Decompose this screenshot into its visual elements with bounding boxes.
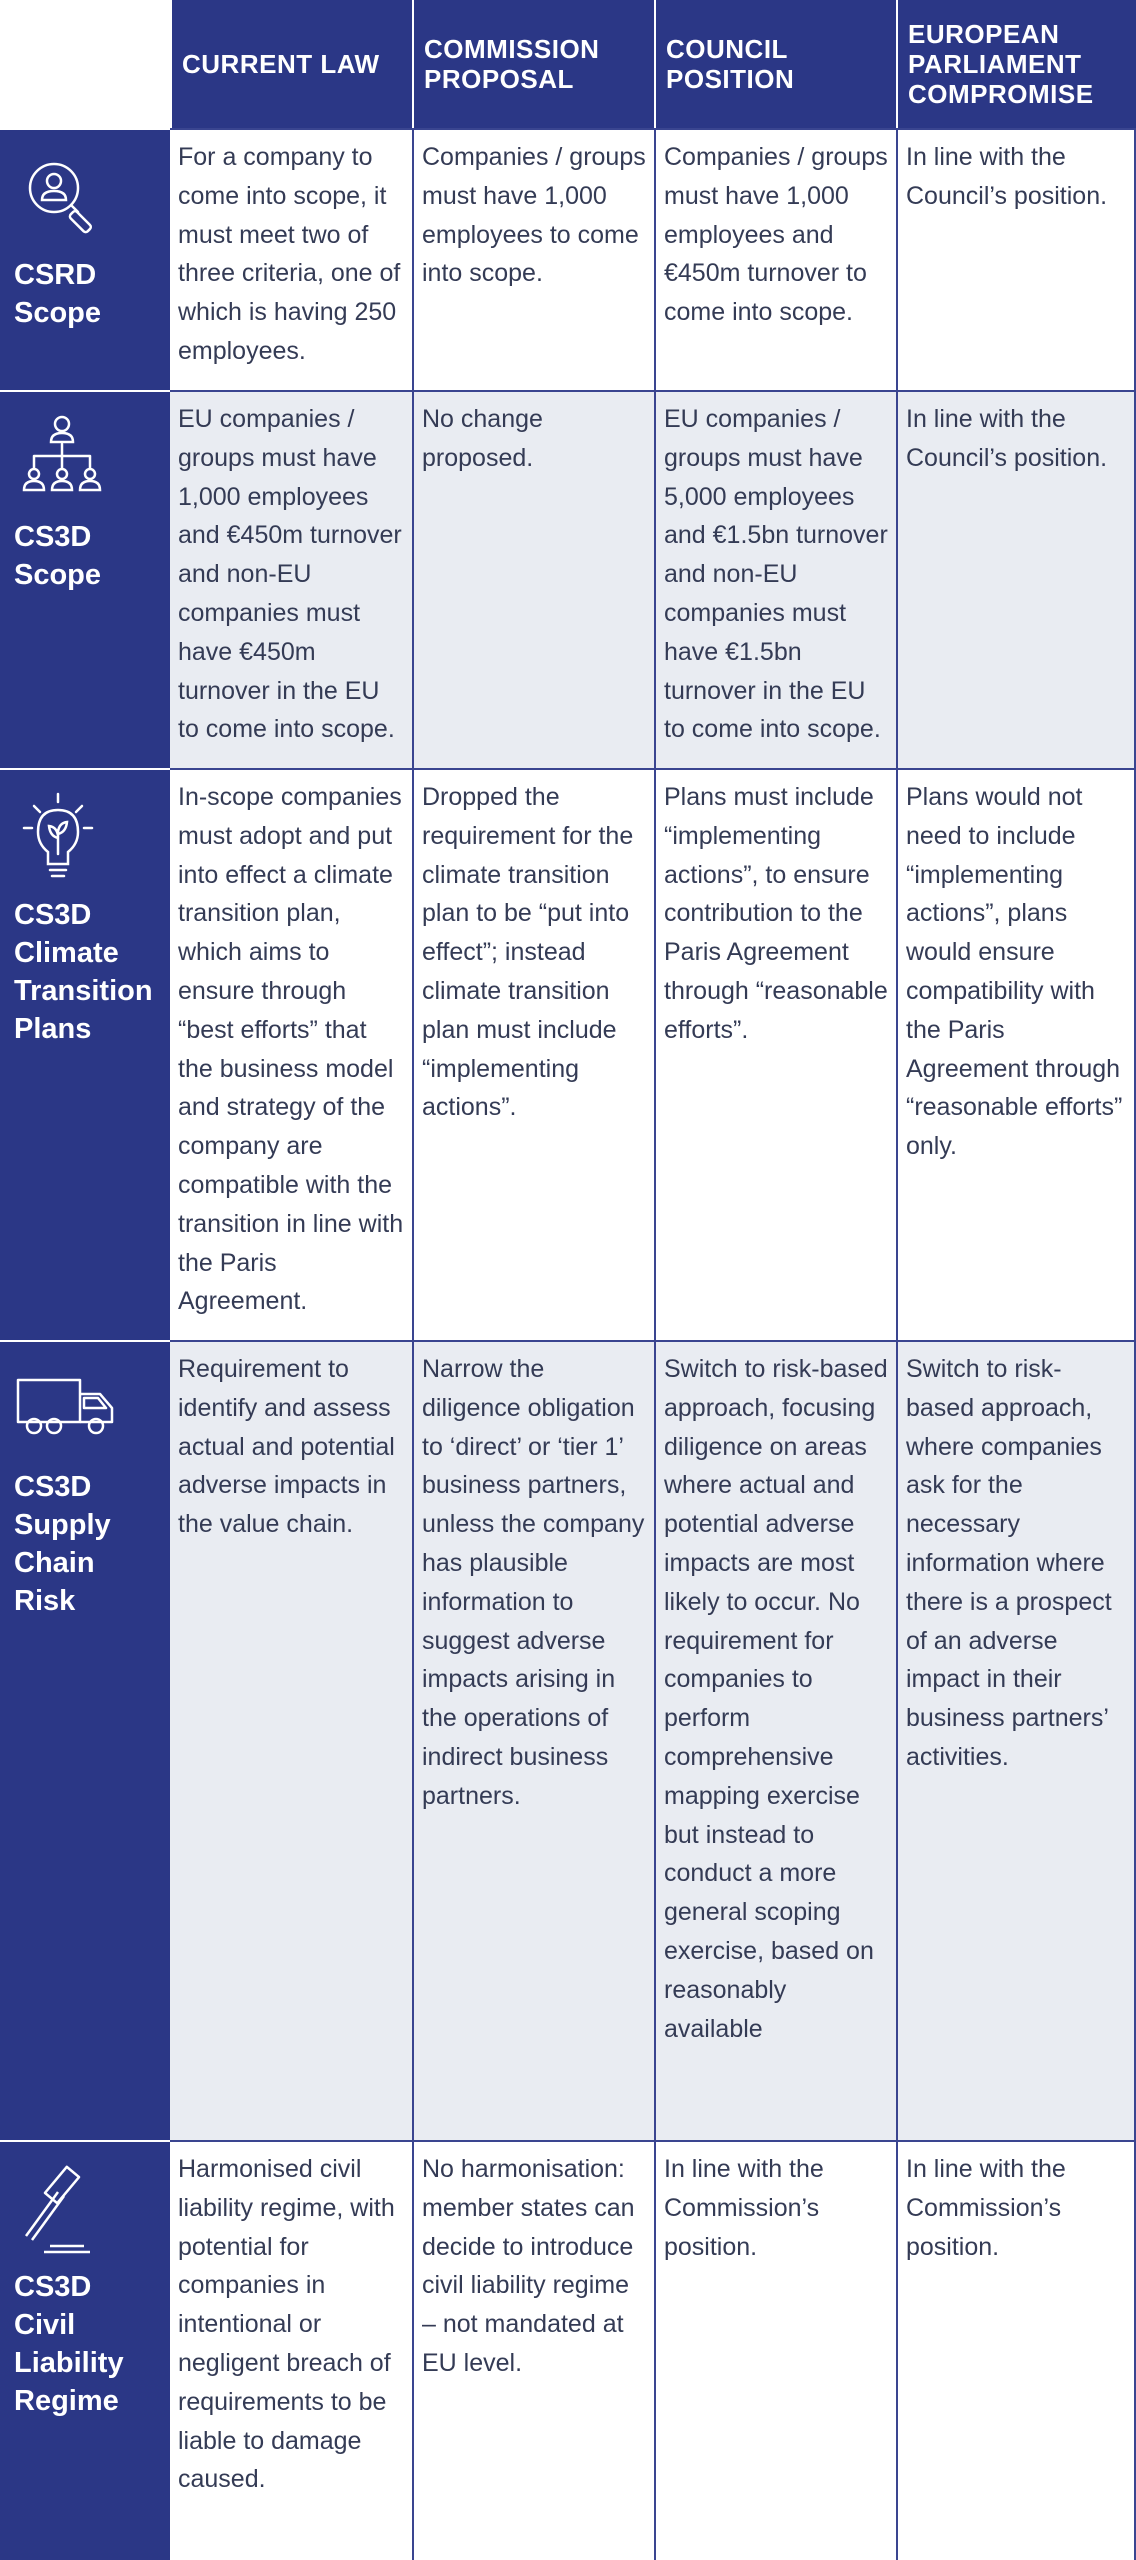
lightbulb-plant-icon: [14, 790, 114, 890]
row-label: CS3D Scope: [14, 521, 102, 591]
cell-commission-proposal: Narrow the diligence obligation to ‘direct’ or ‘tier 1’ business partners, unless the company has plausible information to suggest adverse impacts arising in the operations of indirect business partners.: [412, 1340, 654, 2140]
cell-commission-proposal: No harmonisation: member states can decide to introduce civil liability regime – not mandated at EU level.: [412, 2140, 654, 2560]
cell-parliament-compromise: Plans would not need to include “implementing actions”, plans would ensure compatibility with the Paris Agreement through “reasonable efforts” only.: [896, 768, 1136, 1340]
row-label: CS3D Climate Transition Plans: [14, 899, 153, 1045]
header-council-position: COUNCIL POSITION: [654, 0, 896, 128]
gavel-icon: [14, 2162, 114, 2262]
org-chart-icon: [14, 412, 114, 512]
row-header-supply-chain-risk: [0, 1340, 170, 2140]
cell-commission-proposal: Companies / groups must have 1,000 employees to come into scope.: [412, 128, 654, 390]
row-header-csrd-scope: [0, 128, 170, 390]
cell-council-position: EU companies / groups must have 5,000 employees and €1.5bn turnover and non-EU companies must have €1.5bn turnover in the EU to come into scope.: [654, 390, 896, 768]
cell-parliament-compromise: Switch to risk-based approach, where companies ask for the necessary information where there is a prospect of an adverse impact in their business partners’ activities.: [896, 1340, 1136, 2140]
row-header-civil-liability-regime: [0, 2140, 170, 2560]
cell-current-law: EU companies / groups must have 1,000 employees and €450m turnover and non-EU companies must have €450m turnover in the EU to come into scope.: [170, 390, 412, 768]
cell-current-law: Harmonised civil liability regime, with potential for companies in intentional or negligent breach of requirements to be liable to damage caused.: [170, 2140, 412, 2560]
row-label: CS3D Supply Chain Risk: [14, 1471, 111, 1617]
cell-current-law: Requirement to identify and assess actual and potential adverse impacts in the value chain.: [170, 1340, 412, 2140]
cell-current-law: In-scope companies must adopt and put into effect a climate transition plan, which aims to ensure through “best efforts” that the business model and strategy of the company are compatible with the transition in line with the Paris Agreement.: [170, 768, 412, 1340]
header-parliament-compromise: EUROPEAN PARLIAMENT COMPROMISE: [896, 0, 1136, 128]
cell-parliament-compromise: In line with the Commission’s position.: [896, 2140, 1136, 2560]
header-corner: [0, 0, 170, 128]
cell-current-law: For a company to come into scope, it must meet two of three criteria, one of which is having 250 employees.: [170, 128, 412, 390]
cell-commission-proposal: No change proposed.: [412, 390, 654, 768]
row-header-cs3d-scope: [0, 390, 170, 768]
cell-council-position: Plans must include “implementing actions”, to ensure contribution to the Paris Agreement through “reasonable efforts”.: [654, 768, 896, 1340]
row-label: CSRD Scope: [14, 259, 102, 329]
magnifier-person-icon: [14, 150, 114, 250]
cell-commission-proposal: Dropped the requirement for the climate transition plan to be “put into effect”; instead climate transition plan must include “implementing actions”.: [412, 768, 654, 1340]
cell-council-position: In line with the Commission’s position.: [654, 2140, 896, 2560]
cell-parliament-compromise: In line with the Council’s position.: [896, 390, 1136, 768]
cell-parliament-compromise: In line with the Council’s position.: [896, 128, 1136, 390]
row-header-climate-transition-plans: [0, 768, 170, 1340]
truck-icon: [14, 1362, 114, 1462]
header-current-law: CURRENT LAW: [170, 0, 412, 128]
cell-council-position: Companies / groups must have 1,000 employees and €450m turnover to come into scope.: [654, 128, 896, 390]
row-label: CS3D Civil Liability Regime: [14, 2271, 124, 2417]
header-commission-proposal: COMMISSION PROPOSAL: [412, 0, 654, 128]
cell-council-position: Switch to risk-based approach, focusing diligence on areas where actual and potential adverse impacts are most likely to occur. No requirement for companies to perform comprehensive mapping exercise but instead to conduct a more general scoping exercise, based on reasonably available: [654, 1340, 896, 2140]
